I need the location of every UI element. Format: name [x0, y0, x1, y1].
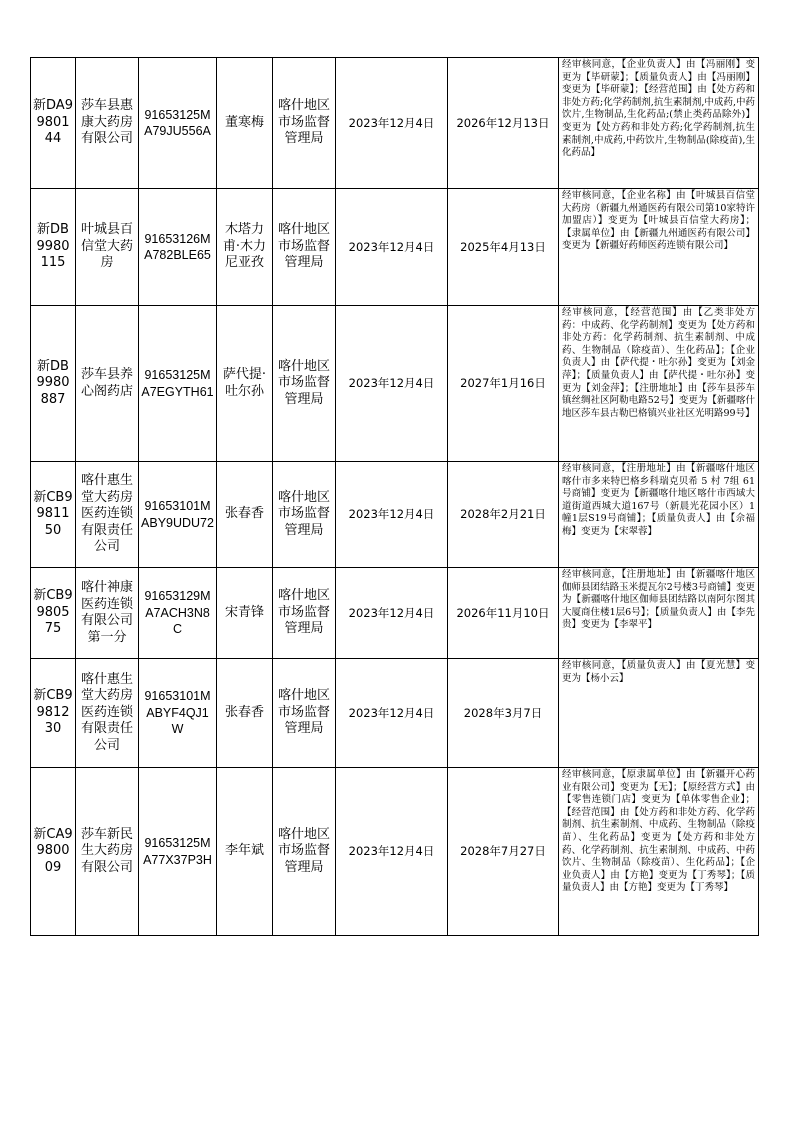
issue-date-cell: 2023年12月4日: [336, 568, 448, 659]
change-note-cell: 经审核同意，【经营范围】由【乙类非处方药：中成药、化学药制剂】变更为【处方药和非处方药：化学药制剂、抗生素制剂、中成药、生物制品（除疫苗）、生化药品】；【企业负责人】由【萨代提・吐尔孙】变更为【刘金萍】；【质量负责人】由【萨代提・吐尔孙】变更为【刘金萍】；【注册地址】由【莎车县莎车镇丝绸社区阿勒电路52号】变更为【新疆喀什地区莎车县古勒巴格镇兴业社区光明路99号】: [559, 306, 759, 462]
responsible-person-cell: 张春香: [217, 462, 273, 568]
issuing-authority-cell: 喀什地区市场监督管理局: [273, 58, 336, 189]
license-number-cell: 新CB9981230: [31, 659, 76, 768]
change-note-cell: 经审核同意，【注册地址】由【新疆喀什地区伽师县团结路玉米提瓦尔2号楼3号商铺】变更为【新疆喀什地区伽师县团结路以南阿尔图其大厦商住楼1层6号】；【质量负责人】由【李先贵】变更为【李翠平】: [559, 568, 759, 659]
responsible-person-cell: 张春香: [217, 659, 273, 768]
issue-date-cell: 2023年12月4日: [336, 462, 448, 568]
change-note-cell: 经审核同意，【质量负责人】由【夏光慧】变更为【杨小云】: [559, 659, 759, 768]
license-number-cell: 新DB9980887: [31, 306, 76, 462]
license-number-cell: 新CB9980575: [31, 568, 76, 659]
license-number-cell: 新CA9980009: [31, 768, 76, 936]
issuing-authority-cell: 喀什地区市场监督管理局: [273, 568, 336, 659]
issuing-authority-cell: 喀什地区市场监督管理局: [273, 189, 336, 306]
issuing-authority-cell: 喀什地区市场监督管理局: [273, 462, 336, 568]
enterprise-name-cell: 莎车县惠康大药房有限公司: [76, 58, 139, 189]
enterprise-name-cell: 叶城县百信堂大药房: [76, 189, 139, 306]
credit-code-cell: 91653129MA7ACH3N8C: [139, 568, 217, 659]
table-row: [31, 462, 759, 568]
valid-until-cell: 2025年4月13日: [448, 189, 559, 306]
responsible-person-cell: 木塔力甫·木力尼亚孜: [217, 189, 273, 306]
issuing-authority-cell: 喀什地区市场监督管理局: [273, 659, 336, 768]
credit-code-cell: 91653126MA782BLE65: [139, 189, 217, 306]
license-number-cell: 新DB9980115: [31, 189, 76, 306]
credit-code-cell: 91653101MABY9UDU72: [139, 462, 217, 568]
license-number-cell: 新DA9980144: [31, 58, 76, 189]
license-number-cell: 新CB9981150: [31, 462, 76, 568]
table-row: [31, 659, 759, 768]
issue-date-cell: 2023年12月4日: [336, 768, 448, 936]
credit-code-cell: 91653125MA79JU556A: [139, 58, 217, 189]
valid-until-cell: 2026年12月13日: [448, 58, 559, 189]
table-row: [31, 189, 759, 306]
change-note-cell: 经审核同意，【注册地址】由【新疆喀什地区喀什市多来特巴格乡科瑞克贝希 5 村 7组 61 号商铺】变更为【新疆喀什地区喀什市西域大道街道西城大道167号（新晨光花园小区）1幢1层S19号商铺】；【质量负责人】由【佘福梅】变更为【宋翠蓉】: [559, 462, 759, 568]
responsible-person-cell: 萨代提·吐尔孙: [217, 306, 273, 462]
change-note-cell: 经审核同意，【原隶属单位】由【新疆开心药业有限公司】变更为【无】；【原经营方式】由【零售连锁门店】变更为【单体零售企业】；【经营范围】由【处方药和非处方药、化学药制剂、抗生素制剂、中成药、生物制品（除疫苗）、生化药品】变更为【处方药和非处方药、化学药制剂、抗生素制剂、中成药、中药饮片、生物制品（除疫苗）、生化药品】；【企业负责人】由【方艳】变更为【丁秀琴】；【质量负责人】由【方艳】变更为【丁秀琴】: [559, 768, 759, 936]
change-note-cell: 经审核同意，【企业负责人】由【冯丽刚】变更为【毕研蒙】；【质量负责人】由【冯丽刚】变更为【毕研蒙】；【经营范围】由【处方药和非处方药;化学药制剂,抗生素制剂,中成药,中药饮片,生物制品,生化药品;(禁止类药品除外)】变更为【处方药和非处方药;化学药制剂,抗生素制剂,中成药,中药饮片,生物制品(除疫苗),生化药品】: [559, 58, 759, 189]
license-change-table: [30, 57, 759, 936]
enterprise-name-cell: 喀什惠生堂大药房医药连锁有限责任公司: [76, 659, 139, 768]
issuing-authority-cell: 喀什地区市场监督管理局: [273, 306, 336, 462]
enterprise-name-cell: 莎车新民生大药房有限公司: [76, 768, 139, 936]
issue-date-cell: 2023年12月4日: [336, 659, 448, 768]
enterprise-name-cell: 喀什惠生堂大药房医药连锁有限责任公司: [76, 462, 139, 568]
valid-until-cell: 2027年1月16日: [448, 306, 559, 462]
valid-until-cell: 2028年7月27日: [448, 768, 559, 936]
issue-date-cell: 2023年12月4日: [336, 306, 448, 462]
issue-date-cell: 2023年12月4日: [336, 58, 448, 189]
table-row: [31, 58, 759, 189]
enterprise-name-cell: 喀什神康医药连锁有限公司第一分: [76, 568, 139, 659]
table-row: [31, 768, 759, 936]
responsible-person-cell: 李年斌: [217, 768, 273, 936]
valid-until-cell: 2026年11月10日: [448, 568, 559, 659]
credit-code-cell: 91653125MA7EGYTH61: [139, 306, 217, 462]
responsible-person-cell: 宋青锋: [217, 568, 273, 659]
change-note-cell: 经审核同意，【企业名称】由【叶城县百信堂大药房（新疆九州通医药有限公司第10家特许加盟店）】变更为【叶城县百信堂大药房】；【隶属单位】由【新疆九州通医药有限公司】变更为【新疆好药师医药连锁有限公司】: [559, 189, 759, 306]
issuing-authority-cell: 喀什地区市场监督管理局: [273, 768, 336, 936]
valid-until-cell: 2028年3月7日: [448, 659, 559, 768]
credit-code-cell: 91653125MA77X37P3H: [139, 768, 217, 936]
valid-until-cell: 2028年2月21日: [448, 462, 559, 568]
issue-date-cell: 2023年12月4日: [336, 189, 448, 306]
responsible-person-cell: 董寒梅: [217, 58, 273, 189]
credit-code-cell: 91653101MABYF4QJ1W: [139, 659, 217, 768]
table-row: [31, 306, 759, 462]
enterprise-name-cell: 莎车县养心阁药店: [76, 306, 139, 462]
table-row: [31, 568, 759, 659]
